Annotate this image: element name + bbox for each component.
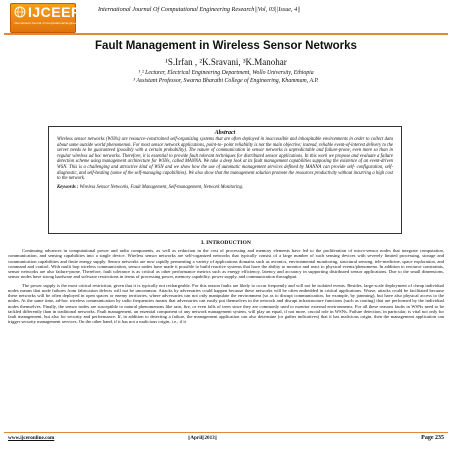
- keywords-label: Keywords :: [57, 184, 79, 190]
- globe-icon: [14, 6, 26, 18]
- authors: ¹S.Irfan , ²K.Sravani, ³K.Manohar: [165, 57, 287, 67]
- header-divider: [4, 33, 448, 35]
- affiliation-1: ¹ˏ² Lecturer, Electrical Engineering Department, Wollo University, Ethiopia: [138, 70, 314, 76]
- logo-text: IJCEER: [28, 4, 82, 20]
- intro-paragraph-1: Continuing advances in computational power and radio components, as well as reduction in the cost of processing and memory elements have led to the proliferation of micro-sensor nodes that integrate computation, communication, and sensing capabilities into a single device. Wireless sensor networks are self-organized networks that typically consist of a large number of such sensing devices with severely limited processing, storage and communication capabilities and finite energy supply. Sensor networks are now rapidly permeating a variety of applications domains such as avionics, environmental monitoring, structural sensing, tele-medicine, space exploration, and command and control. With multi hop wireless communication, sensor nodes have made it possible to build reactive systems that have the ability to monitor and react to physical events/phenomena. In addition to resource constraints, sensor networks are also failure-prone. Therefore, fault tolerance is as critical as other performance metrics such as energy efficiency, latency and accuracy in supporting distributed sensor applications. Due to the small dimensions, sensor nodes have strong hardware and software restrictions in terms of processing power, memory capability, power supply, and communication throughput.: [8, 248, 444, 280]
- journal-website-link[interactable]: www.ijceronline.com: [8, 435, 55, 441]
- affiliation-2: ³ Assistant Professor, Swarna Bharathi College of Engineering, Khammam, A.P.: [133, 78, 319, 84]
- section-heading-introduction: I. INTRODUCTION: [201, 240, 251, 246]
- keywords: [57, 185, 393, 191]
- paper-title: Fault Management in Wireless Sensor Networks: [95, 40, 357, 52]
- keywords-list: Wireless Sensor Networks, Fault Management, Self-management, Network Monitoring.: [79, 184, 244, 190]
- abstract-box: [48, 126, 402, 234]
- abstract-text: Wireless sensor networks (WSNs) are resource-constrained self-organizing systems that are often deployed in inaccessible and inhospitable environments in order to collect data about some outside world phenomenon. For most sensor network applications, point-to- point reliability is not the main objective; instead, reliable event-of-interest delivery to the server needs to be guaranteed (possibly with a certain probability). The nature of communication in sensor networks is unpredictable and failure-prone, even more so than in regular wireless ad hoc networks. Therefore, it is essential to provide fault tolerant techniques for distributed sensor applications. In this work we propose and evaluate a failure detection scheme using management architecture for WSNs, called MANNA. We take a deep look at its fault management capabilities supposing the existence of an event-driven WSN. This is a challenging and attractive kind of WSN and we show how the use of automatic management services defined by MANNA can provide self- configuration, self-diagnostic, and self-healing (some of the self-managing capabilities). We also show that the management solution promote the resources productivity without incurring a high cost to the network.: [57, 137, 393, 182]
- footer-divider: [4, 432, 448, 433]
- journal-line: International Journal Of Computational Engineering Research||Vol, 03||Issue, 4||: [98, 6, 301, 13]
- journal-header: [4, 3, 448, 37]
- logo-subtext: International Journal of Computational Engineering Research: [14, 21, 96, 25]
- journal-logo: [10, 3, 96, 33]
- page-number: Page 235: [421, 435, 444, 441]
- abstract-heading: Abstract: [214, 130, 236, 136]
- issue-date: ||April||2013||: [188, 435, 218, 441]
- intro-paragraph-2: The power supply is the most critical restriction, given that it is typically not rechargeable. For this reason faults are likely to occur frequently and will not be isolated events. Besides, large-scale deployment of cheap individual nodes means that node failures from fabrication defects will not be uncommon. Attacks by adversaries could happen because these networks will be often embedded in critical applications. Worse, attacks could be facilitated because these networks will be often deployed in open spaces or enemy territories, where adversaries can not only manipulate the environment (so as to disrupt communication, for example, by jamming), but have also physical access to the nodes. At the same time, ad-hoc wireless communication by radio frequencies means that adversaries can easily put themselves in the network and disrupt infrastructure functions (such as routing) that are performed by the individual nodes themselves. Finally, the sensor nodes are susceptible to natural phenomenons like rain, fire, or even falls of trees since they are commonly used to monitor external environments. For all these reasons faults in WSNs need to be tackled differently than in traditional networks. Fault management, an essential component of any network management system, will play an equal, if not more, crucial role in WSNs. Failure detection, in particular, is vital not only for fault management, but also for security and performance. If, in addition to detecting a failure, the management application can also determine (or gather indicatives) that it has malicious origin, then the management application can trigger security management services. On the other hand, if it has not a malicious origin, i.e., if it: [8, 282, 444, 325]
- page-footer: [8, 435, 444, 447]
- introduction-body: [8, 248, 444, 328]
